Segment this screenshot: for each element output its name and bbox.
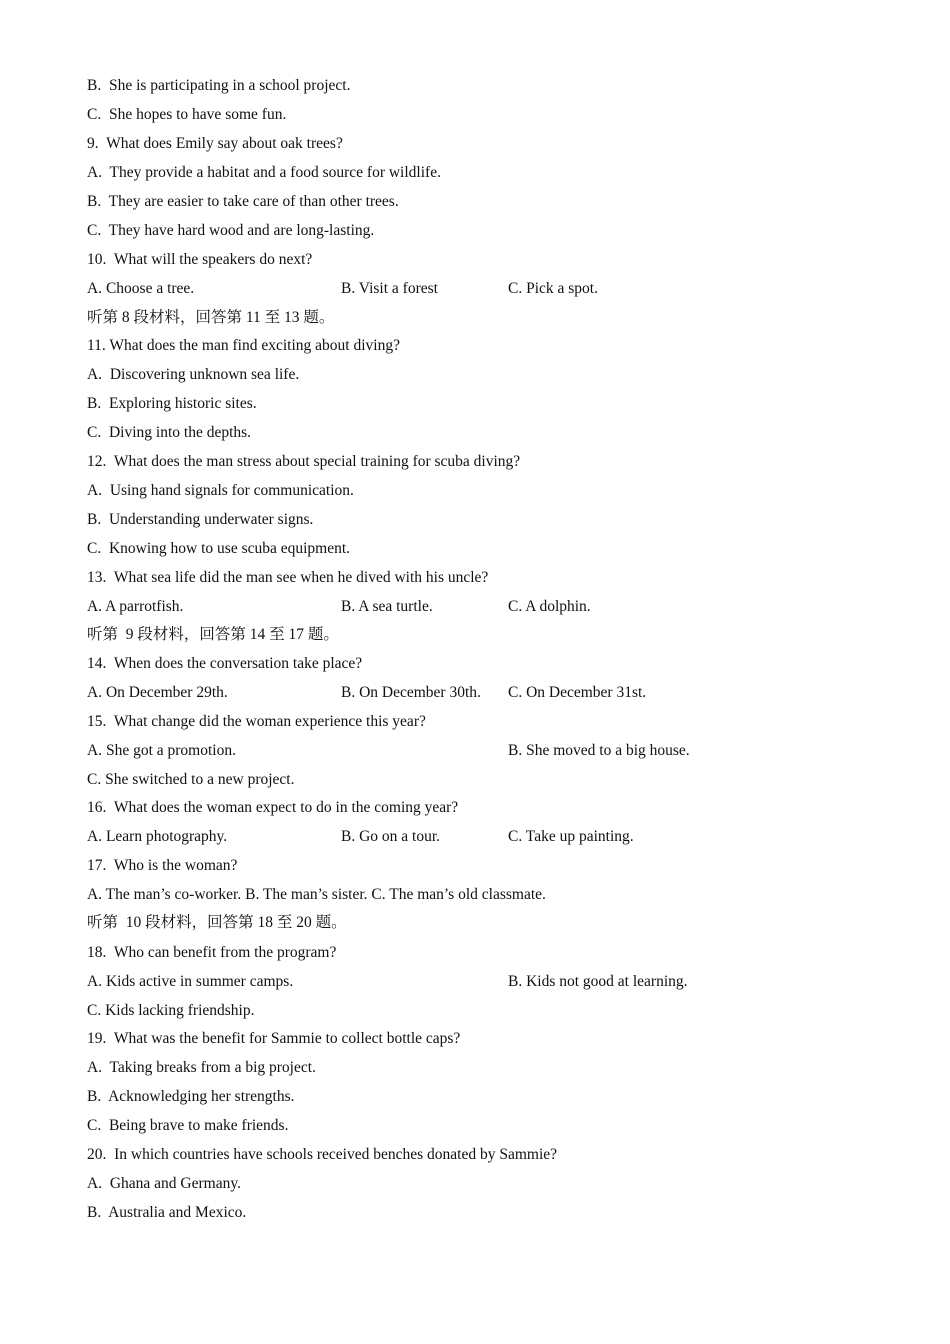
option-text: A. Choose a tree. (87, 280, 195, 297)
options-row (87, 598, 591, 616)
option-text: B. Visit a forest (341, 280, 438, 297)
question-text: 17. Who is the woman? (87, 857, 238, 874)
option-text: B. Acknowledging her strengths. (87, 1088, 295, 1105)
option-text: A. Kids active in summer camps. (87, 973, 294, 990)
question-text: 11. What does the man find exciting about diving? (87, 337, 400, 354)
option-text: A. Ghana and Germany. (87, 1175, 241, 1192)
option-text: C. She switched to a new project. (87, 771, 295, 788)
option-text: A. The man’s co-worker. B. The man’s sister. C. The man’s old classmate. (87, 886, 546, 903)
option-text: A. Taking breaks from a big project. (87, 1059, 316, 1076)
question-text: 16. What does the woman expect to do in the coming year? (87, 799, 459, 816)
section-instruction: 听第 9 段材料，回答第 14 至 17 题。 (87, 626, 339, 643)
option-text: A. On December 29th. (87, 684, 228, 701)
option-text: B. Go on a tour. (341, 828, 441, 845)
option-text: C. They have hard wood and are long-lasting. (87, 222, 375, 239)
option-text: A. She got a promotion. (87, 742, 236, 759)
option-text: B. She is participating in a school project. (87, 77, 351, 94)
option-text: C. Diving into the depths. (87, 424, 252, 441)
option-text: B. She moved to a big house. (508, 742, 690, 759)
option-text: A. Learn photography. (87, 828, 228, 845)
question-text: 18. Who can benefit from the program? (87, 944, 337, 961)
question-text: 13. What sea life did the man see when he dived with his uncle? (87, 569, 489, 586)
section-instruction: 听第 8 段材料，回答第 11 至 13 题。 (87, 309, 335, 326)
option-text: C. On December 31st. (508, 684, 647, 701)
options-row (87, 973, 688, 991)
option-text: C. A dolphin. (508, 598, 591, 615)
option-text: B. Kids not good at learning. (508, 973, 688, 990)
option-text: A. They provide a habitat and a food source for wildlife. (87, 164, 441, 181)
options-row (87, 742, 690, 760)
option-text: B. Exploring historic sites. (87, 395, 257, 412)
question-text: 19. What was the benefit for Sammie to collect bottle caps? (87, 1030, 461, 1047)
option-text: C. Pick a spot. (508, 280, 598, 297)
option-text: A. Using hand signals for communication. (87, 482, 354, 499)
section-instruction: 听第 10 段材料，回答第 18 至 20 题。 (87, 914, 347, 931)
option-text: C. Knowing how to use scuba equipment. (87, 540, 351, 557)
option-text: A. Discovering unknown sea life. (87, 366, 300, 383)
option-text: C. She hopes to have some fun. (87, 106, 287, 123)
question-text: 20. In which countries have schools received benches donated by Sammie? (87, 1146, 558, 1163)
question-text: 12. What does the man stress about special training for scuba diving? (87, 453, 521, 470)
option-text: B. They are easier to take care of than other trees. (87, 193, 399, 210)
option-text: B. A sea turtle. (341, 598, 433, 615)
option-text: C. Kids lacking friendship. (87, 1002, 255, 1019)
option-text: C. Being brave to make friends. (87, 1117, 289, 1134)
question-text: 10. What will the speakers do next? (87, 251, 313, 268)
option-text: C. Take up painting. (508, 828, 634, 845)
question-text: 15. What change did the woman experience this year? (87, 713, 426, 730)
option-text: B. On December 30th. (341, 684, 481, 701)
options-row (87, 828, 634, 846)
options-row (87, 684, 647, 702)
option-text: A. A parrotfish. (87, 598, 184, 615)
question-text: 14. When does the conversation take place? (87, 655, 363, 672)
options-row (87, 280, 598, 298)
option-text: B. Understanding underwater signs. (87, 511, 314, 528)
option-text: B. Australia and Mexico. (87, 1204, 247, 1221)
question-text: 9. What does Emily say about oak trees? (87, 135, 343, 152)
